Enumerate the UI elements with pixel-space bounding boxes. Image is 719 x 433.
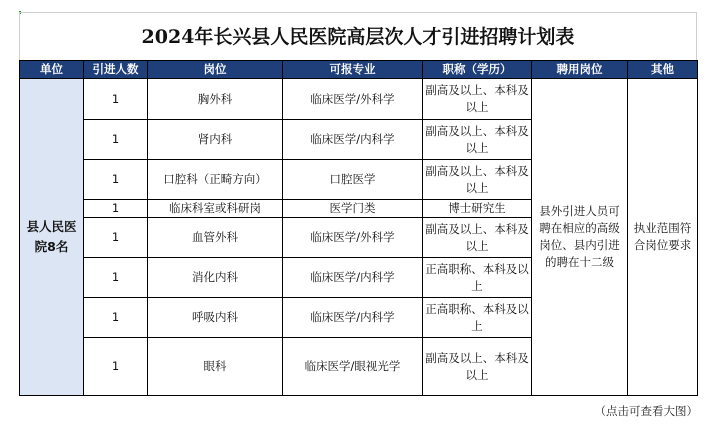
post-cell: 血管外科 bbox=[148, 218, 283, 258]
post-cell: 消化内科 bbox=[148, 258, 283, 298]
major-cell: 口腔医学 bbox=[283, 160, 423, 200]
title-cell: 正高职称、本科及以上 bbox=[423, 298, 532, 338]
recruitment-table bbox=[19, 60, 698, 396]
count-cell: 1 bbox=[84, 79, 148, 120]
major-cell: 临床医学/外科学 bbox=[283, 79, 423, 120]
count-cell: 1 bbox=[84, 120, 148, 160]
count-cell: 1 bbox=[84, 218, 148, 258]
count-cell: 1 bbox=[84, 200, 148, 218]
header-row bbox=[20, 61, 698, 79]
major-cell: 临床医学/外科学 bbox=[283, 218, 423, 258]
header-unit: 单位 bbox=[20, 61, 84, 79]
title-cell: 副高及以上、本科及以上 bbox=[423, 338, 532, 396]
header-post: 岗位 bbox=[148, 61, 283, 79]
major-cell: 临床医学/内科学 bbox=[283, 298, 423, 338]
major-cell: 临床医学/眼视光学 bbox=[283, 338, 423, 396]
title-cell: 副高及以上、本科及以上 bbox=[423, 218, 532, 258]
header-hire-position: 聘用岗位 bbox=[532, 61, 628, 79]
title-cell: 副高及以上、本科及以上 bbox=[423, 120, 532, 160]
post-cell: 胸外科 bbox=[148, 79, 283, 120]
count-cell: 1 bbox=[84, 258, 148, 298]
major-cell: 临床医学/内科学 bbox=[283, 120, 423, 160]
unit-cell: 县人民医院8名 bbox=[20, 79, 84, 396]
count-cell: 1 bbox=[84, 160, 148, 200]
header-major: 可报专业 bbox=[283, 61, 423, 79]
major-cell: 临床医学/内科学 bbox=[283, 258, 423, 298]
title-cell: 副高及以上、本科及以上 bbox=[423, 160, 532, 200]
hire-position-cell: 县外引进人员可聘在相应的高级岗位、县内引进的聘在十二级 bbox=[532, 79, 628, 396]
header-count: 引进人数 bbox=[84, 61, 148, 79]
recruitment-table-sheet bbox=[19, 12, 697, 396]
count-cell: 1 bbox=[84, 298, 148, 338]
post-cell: 临床科室或科研岗 bbox=[148, 200, 283, 218]
major-cell: 医学门类 bbox=[283, 200, 423, 218]
view-large-image-link[interactable]: （点击可查看大图） bbox=[594, 404, 698, 418]
post-cell: 肾内科 bbox=[148, 120, 283, 160]
header-other: 其他 bbox=[628, 61, 698, 79]
title-cell: 正高职称、本科及以上 bbox=[423, 258, 532, 298]
table-row bbox=[20, 79, 698, 120]
post-cell: 呼吸内科 bbox=[148, 298, 283, 338]
count-cell: 1 bbox=[84, 338, 148, 396]
post-cell: 眼科 bbox=[148, 338, 283, 396]
page-title: 2024年长兴县人民医院高层次人才引进招聘计划表 bbox=[19, 12, 697, 60]
other-cell: 执业范围符合岗位要求 bbox=[628, 79, 698, 396]
post-cell: 口腔科（正畸方向） bbox=[148, 160, 283, 200]
header-title: 职称（学历） bbox=[423, 61, 532, 79]
title-cell: 博士研究生 bbox=[423, 200, 532, 218]
title-cell: 副高及以上、本科及以上 bbox=[423, 79, 532, 120]
